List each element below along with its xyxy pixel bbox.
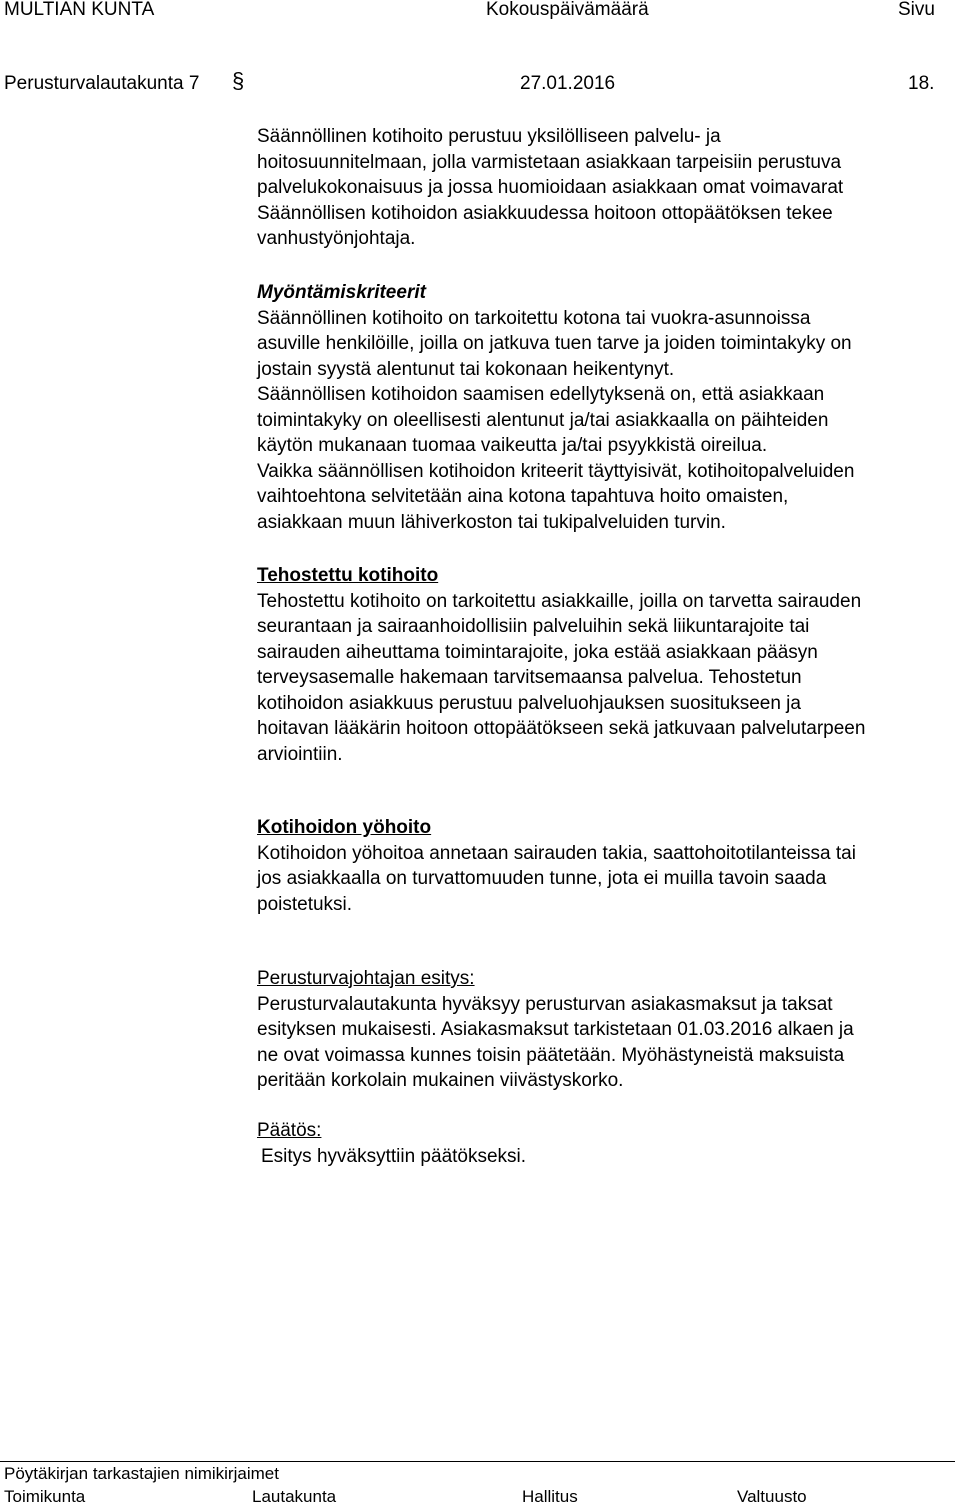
- intensified-line: seurantaan ja sairaanhoidollisiin palveluihin sekä liikuntarajoite tai: [257, 616, 810, 637]
- intensified-line: kotihoidon asiakkuus perustuu palveluohjauksen suositukseen ja: [257, 692, 801, 714]
- criteria-line: Säännöllisen kotihoidon saamisen edellytyksenä on, että asiakkaan: [257, 384, 825, 405]
- intensified-line: arviointiin.: [257, 743, 343, 765]
- decision-section: [257, 1118, 957, 1169]
- footer-divider: [0, 1461, 955, 1462]
- intro-paragraph: [257, 124, 957, 252]
- proposal-line: esityksen mukaisesti. Asiakasmaksut tarkistetaan 01.03.2016 alkaen ja: [257, 1019, 854, 1040]
- intro-line: Säännöllisen kotihoidon asiakkuudessa hoitoon ottopäätöksen tekee: [257, 202, 833, 224]
- proposal-line: peritään korkolain mukainen viivästyskorko.: [257, 1070, 624, 1091]
- proposal-line: ne ovat voimassa kunnes toisin päätetään. Myöhästyneistä maksuista: [257, 1044, 845, 1066]
- night-care-section: [257, 815, 957, 917]
- criteria-line: jostain syystä alentunut tai kokonaan heikentynyt.: [257, 358, 675, 380]
- footer-column-board: Lautakunta: [252, 1487, 337, 1506]
- criteria-line: Vaikka säännöllisen kotihoidon kriteerit täyttyisivät, kotihoitopalveluiden: [257, 460, 855, 482]
- intensified-care-heading: Tehostettu kotihoito: [257, 565, 439, 586]
- decision-heading: Päätös:: [257, 1120, 322, 1141]
- footer-column-council: Valtuusto: [737, 1487, 807, 1506]
- intro-line: vanhustyönjohtaja.: [257, 228, 416, 249]
- footer-column-committee: Toimikunta: [4, 1487, 86, 1506]
- intensified-line: terveysasemalle hakemaan tarvitsemaansa palvelua. Tehostetun: [257, 667, 802, 688]
- criteria-line: Säännöllinen kotihoito on tarkoitettu kotona tai vuokra-asunnoissa: [257, 307, 811, 329]
- meeting-date: 27.01.2016: [520, 73, 616, 94]
- criteria-line: vaihtoehtona selvitetään aina kotona tapahtuva hoito omaisten,: [257, 486, 789, 507]
- intensified-line: sairauden aiheuttama toimintarajoite, joka estää asiakkaan pääsyn: [257, 641, 818, 663]
- organization-name: MULTIAN KUNTA: [4, 0, 155, 20]
- signatures-label: Pöytäkirjan tarkastajien nimikirjaimet: [4, 1464, 279, 1483]
- proposal-line: Perusturvalautakunta hyväksyy perusturvan asiakasmaksut ja taksat: [257, 993, 833, 1015]
- decision-text: Esitys hyväksyttiin päätökseksi.: [261, 1145, 527, 1167]
- intensified-line: Tehostettu kotihoito on tarkoitettu asiakkaille, joilla on tarvetta sairauden: [257, 590, 862, 612]
- page-number: 18.: [908, 73, 935, 94]
- criteria-line: asiakkaan muun lähiverkoston tai tukipalveluiden turvin.: [257, 511, 726, 533]
- intensified-care-section: [257, 563, 957, 767]
- meeting-date-label: Kokouspäivämäärä: [486, 0, 649, 20]
- criteria-line: asuville henkilöille, joilla on jatkuva tuen tarve ja joiden toimintakyky on: [257, 333, 852, 354]
- footer-column-government: Hallitus: [522, 1487, 578, 1506]
- criteria-line: käytön mukanaan tuomaa vaikeutta ja/tai psyykkistä oireilua.: [257, 435, 768, 456]
- night-care-line: Kotihoidon yöhoitoa annetaan sairauden takia, saattohoitotilanteissa tai: [257, 842, 856, 864]
- page-label: Sivu: [898, 0, 935, 20]
- intro-line: hoitosuunnitelmaan, jolla varmistetaan asiakkaan tarpeisiin perustuva: [257, 151, 842, 173]
- criteria-heading: Myöntämiskriteerit: [257, 282, 426, 303]
- proposal-section: [257, 966, 957, 1094]
- intro-line: palvelukokonaisuus ja jossa huomioidaan asiakkaan omat voimavarat: [257, 177, 844, 198]
- section-mark: §: [232, 68, 245, 93]
- night-care-line: poistetuksi.: [257, 893, 353, 915]
- night-care-line: jos asiakkaalla on turvattomuuden tunne, jota ei muilla tavoin saada: [257, 868, 827, 889]
- night-care-heading: Kotihoidon yöhoito: [257, 817, 432, 838]
- intensified-line: hoitavan lääkärin hoitoon ottopäätökseen sekä jatkuvaan palvelutarpeen: [257, 718, 866, 739]
- proposal-heading: Perusturvajohtajan esitys:: [257, 968, 475, 989]
- intro-line: Säännöllinen kotihoito perustuu yksilölliseen palvelu- ja: [257, 126, 721, 147]
- criteria-section: [257, 280, 957, 535]
- committee-name: Perusturvalautakunta 7: [4, 73, 200, 94]
- criteria-line: toimintakyky on oleellisesti alentunut ja/tai asiakkaalla on päihteiden: [257, 409, 829, 431]
